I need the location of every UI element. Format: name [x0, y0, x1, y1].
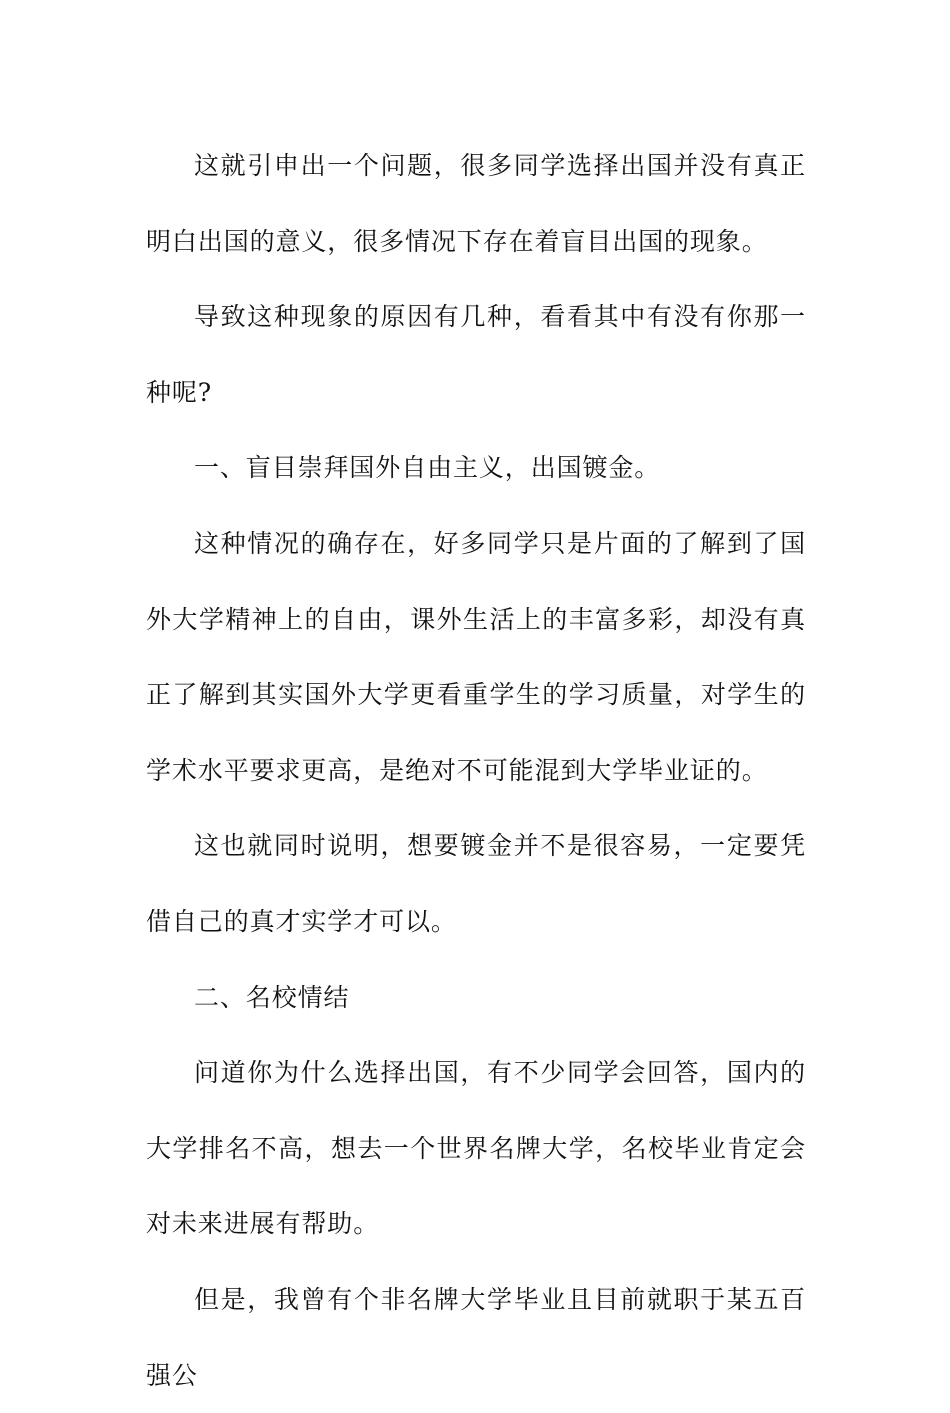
paragraph-section-1-body: 这种情况的确存在，好多同学只是片面的了解到了国外大学精神上的自由，课外生活上的丰富多彩，却没有真正了解到其实国外大学更看重学生的学习质量，对学生的学术水平要求更高，是绝对不可能混到大学毕业证的。 — [146, 528, 806, 785]
paragraph-causes: 导致这种现象的原因有几种，看看其中有没有你那一种呢? — [146, 302, 806, 407]
paragraph-intro: 这就引申出一个问题，很多同学选择出国并没有真正明白出国的意义，很多情况下存在着盲目出国的现象。 — [146, 151, 806, 256]
paragraph-section-1-conclusion: 这也就同时说明，想要镀金并不是很容易，一定要凭借自己的真才实学才可以。 — [146, 831, 806, 936]
document-body — [146, 128, 806, 1413]
paragraph-section-2-body: 问道你为什么选择出国，有不少同学会回答，国内的大学排名不高，想去一个世界名牌大学，名校毕业肯定会对未来进展有帮助。 — [146, 1058, 806, 1239]
section-heading-2: 二、名校情结 — [194, 982, 350, 1012]
paragraph-section-2-continued: 但是，我曾有个非名牌大学毕业且目前就职于某五百强公 — [146, 1284, 806, 1390]
section-heading-1: 一、盲目崇拜国外自由主义，出国镀金。 — [194, 453, 661, 483]
